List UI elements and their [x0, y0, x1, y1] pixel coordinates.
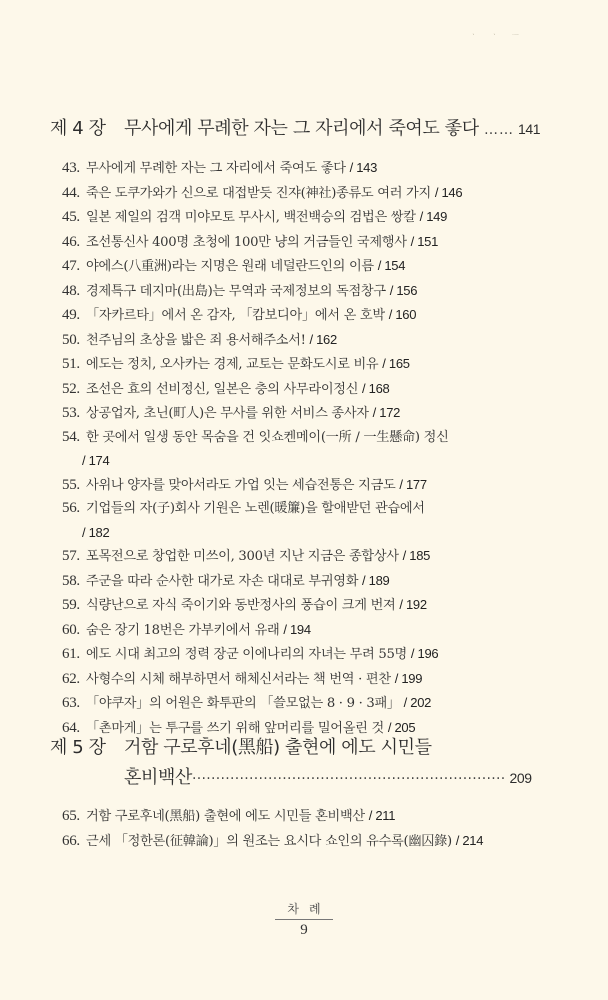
entry-page: 189 [368, 572, 390, 588]
toc-entry: 57. 포목전으로 창업한 미쓰이, 300년 지난 지금은 종합상사 / 185 [62, 544, 562, 569]
entry-number: 43. [62, 160, 80, 176]
entry-title: 야에스(八重洲)라는 지명은 원래 네덜란드인의 이름 [86, 259, 374, 274]
entry-number: 66. [62, 832, 80, 849]
entry-title: 사위나 양자를 맞아서라도 가업 잇는 세습전통은 지금도 [86, 477, 396, 493]
entry-number: 57. [62, 548, 80, 564]
entry-page: 196 [417, 646, 439, 661]
entry-number: 47. [62, 258, 80, 274]
dot-leader: ·································································· [191, 771, 506, 787]
entry-page: 202 [410, 695, 432, 710]
page-footer [0, 898, 608, 939]
entry-title: 사형수의 시체 해부하면서 해체신서라는 책 번역 · 편찬 [86, 671, 391, 687]
entry-title: 주군을 따라 순사한 대가로 자손 대대로 부귀영화 [86, 573, 359, 589]
entry-number: 63. [62, 695, 80, 711]
scan-artifact-marks: ㆍ ㆍ ᅳ [470, 31, 525, 39]
chapter-4-heading [50, 114, 540, 140]
entry-number: 61. [62, 646, 80, 662]
entry-number: 64. [62, 719, 80, 736]
entry-title: 한 곳에서 일생 동안 목숨을 건 잇쇼켄메이(一所 / 一生懸命) 정신 [86, 429, 449, 445]
entry-title: 근세 「정한론(征韓論)」의 원조는 요시다 쇼인의 유수록(幽囚錄) [86, 833, 452, 849]
chapter-title-line-1: 거함 구로후네(黑船) 출현에 에도 시민들 [124, 737, 432, 758]
entry-title: 일본 제일의 검객 미야모토 무사시, 백전백승의 검법은 쌍칼 [86, 210, 416, 225]
entry-title: 에도 시대 최고의 정력 장군 이에나리의 자녀는 무려 55명 [86, 647, 407, 662]
entry-title: 조선은 효의 선비정신, 일본은 충의 사무라이정신 [86, 381, 359, 397]
entry-page: 162 [316, 331, 337, 347]
entry-number: 48. [62, 282, 80, 299]
entry-number: 50. [62, 331, 80, 348]
running-footer-title: 차례 [275, 900, 332, 920]
entry-page: 146 [441, 184, 463, 200]
chapter-title-line-2: 혼비백산 [124, 767, 192, 788]
toc-entry: 66. 근세 「정한론(征韓論)」의 원조는 요시다 쇼인의 유수록(幽囚錄) / 214 [62, 829, 562, 854]
toc-entry: 62. 사형수의 시체 해부하면서 해체신서라는 책 번역 · 편찬 / 199 [62, 667, 562, 692]
entry-number: 49. [62, 307, 80, 323]
entry-page: 143 [356, 160, 378, 175]
entry-page: 174 [88, 453, 110, 468]
entry-number: 62. [62, 670, 80, 687]
toc-entry: 53. 상공업자, 초닌(町人)은 무사를 위한 서비스 종사자 / 172 [62, 401, 562, 426]
toc-entry: 56. 기업들의 자(子)회사 기원은 노렌(暖簾)을 할애받던 관습에서 / 182 [62, 497, 562, 544]
toc-entry: 61. 에도 시대 최고의 정력 장군 이에나리의 자녀는 무려 55명 / 196 [62, 642, 562, 667]
entry-page: 151 [417, 233, 439, 249]
entry-page: 165 [388, 356, 410, 371]
toc-entry: 65. 거함 구로후네(黑船) 출현에 에도 시민들 혼비백산 / 211 [62, 804, 562, 829]
chapter-5-heading [50, 733, 532, 789]
entry-number: 55. [62, 476, 80, 493]
entry-page: 211 [375, 808, 396, 823]
toc-entry: 60. 숨은 장기 18번은 가부키에서 유래 / 194 [62, 618, 562, 643]
toc-entry: 52. 조선은 효의 선비정신, 일본은 충의 사무라이정신 / 168 [62, 377, 562, 402]
chapter-5-entry-list [62, 804, 562, 853]
entry-page: 214 [462, 832, 484, 848]
chapter-label: 제 5 장 [50, 737, 106, 758]
entry-number: 65. [62, 808, 80, 824]
chapter-page-number: 209 [509, 770, 532, 786]
toc-entry: 49. 「자카르타」에서 온 감자, 「캄보디아」에서 온 호박 / 160 [62, 303, 562, 328]
toc-entry: 43. 무사에게 무례한 자는 그 자리에서 죽여도 좋다 / 143 [62, 156, 562, 181]
entry-title: 무사에게 무례한 자는 그 자리에서 죽여도 좋다 [86, 161, 346, 176]
entry-title: 천주님의 초상을 밟은 죄 용서해주소서! [86, 332, 306, 348]
entry-title: 거함 구로후네(黑船) 출현에 에도 시민들 혼비백산 [86, 809, 365, 824]
entry-number: 56. [62, 500, 80, 516]
chapter-label: 제 4 장 [50, 118, 106, 139]
entry-number: 53. [62, 405, 80, 421]
entry-number: 52. [62, 380, 80, 397]
entry-number: 44. [62, 184, 80, 201]
chapter-title: 무사에게 무례한 자는 그 자리에서 죽여도 좋다 [124, 118, 479, 139]
entry-title: 에도는 정치, 오사카는 경제, 교토는 문화도시로 비유 [86, 357, 379, 372]
entry-number: 59. [62, 597, 80, 613]
entry-page: 168 [368, 380, 390, 396]
entry-title: 「야쿠자」의 어원은 화투판의 「쓸모없는 8 · 9 · 3패」 [86, 696, 400, 711]
entry-title: 조선통신사 400명 초청에 100만 냥의 거금들인 국제행사 [86, 234, 407, 250]
toc-entry: 59. 식량난으로 자식 죽이기와 동반정사의 풍습이 크게 번져 / 192 [62, 593, 562, 618]
entry-number: 54. [62, 428, 80, 445]
entry-page: 182 [88, 524, 110, 540]
entry-title: 상공업자, 초닌(町人)은 무사를 위한 서비스 종사자 [86, 406, 369, 421]
toc-entry: 45. 일본 제일의 검객 미야모토 무사시, 백전백승의 검법은 쌍칼 / 149 [62, 205, 562, 230]
entry-number: 60. [62, 621, 80, 638]
entry-title: 식량난으로 자식 죽이기와 동반정사의 풍습이 크게 번져 [86, 598, 396, 613]
toc-entry: 54. 한 곳에서 일생 동안 목숨을 건 잇쇼켄메이(一所 / 一生懸命) 정신 / 174 [62, 426, 562, 473]
entry-page: 192 [405, 597, 427, 612]
entry-page: 177 [405, 476, 427, 492]
entry-number: 58. [62, 572, 80, 589]
entry-page: 149 [426, 209, 448, 224]
toc-entry: 63. 「야쿠자」의 어원은 화투판의 「쓸모없는 8 · 9 · 3패」 / 202 [62, 691, 562, 716]
chapter-4-entry-list [62, 156, 562, 740]
chapter-page-number: 141 [518, 121, 541, 137]
dot-leader: …… [484, 122, 515, 138]
entry-page: 199 [401, 670, 423, 686]
toc-entry: 55. 사위나 양자를 맞아서라도 가업 잇는 세습전통은 지금도 / 177 [62, 473, 562, 498]
entry-title: 숨은 장기 18번은 가부키에서 유래 [86, 622, 280, 638]
toc-entry: 47. 야에스(八重洲)라는 지명은 원래 네덜란드인의 이름 / 154 [62, 254, 562, 279]
entry-title: 죽은 도쿠가와가 신으로 대접받듯 진쟈(神社)종류도 여러 가지 [86, 185, 431, 201]
entry-title: 경제특구 데지마(出島)는 무역과 국제정보의 독점창구 [86, 283, 386, 299]
entry-page: 156 [396, 282, 418, 298]
entry-number: 45. [62, 209, 80, 225]
toc-entry: 50. 천주님의 초상을 밟은 죄 용서해주소서! / 162 [62, 328, 562, 353]
entry-number: 46. [62, 233, 80, 250]
entry-title: 「자카르타」에서 온 감자, 「캄보디아」에서 온 호박 [86, 308, 385, 323]
toc-entry: 51. 에도는 정치, 오사카는 경제, 교토는 문화도시로 비유 / 165 [62, 352, 562, 377]
toc-entry: 44. 죽은 도쿠가와가 신으로 대접받듯 진쟈(神社)종류도 여러 가지 / 146 [62, 181, 562, 206]
entry-title: 「촌마게」는 투구를 쓰기 위해 앞머리를 밀어올린 것 [86, 720, 384, 736]
entry-title: 포목전으로 창업한 미쓰이, 300년 지난 지금은 종합상사 [86, 549, 399, 564]
entry-page: 154 [384, 258, 406, 273]
entry-title: 기업들의 자(子)회사 기원은 노렌(暖簾)을 할애받던 관습에서 [86, 501, 425, 516]
toc-entry: 58. 주군을 따라 순사한 대가로 자손 대대로 부귀영화 / 189 [62, 569, 562, 594]
entry-page: 205 [394, 719, 416, 735]
toc-entry: 48. 경제특구 데지마(出島)는 무역과 국제정보의 독점창구 / 156 [62, 279, 562, 304]
entry-number: 51. [62, 356, 80, 372]
entry-page: 160 [395, 307, 417, 322]
page-number: 9 [300, 922, 308, 938]
toc-entry: 64. 「촌마게」는 투구를 쓰기 위해 앞머리를 밀어올린 것 / 205 [62, 716, 562, 741]
entry-page: 185 [409, 548, 431, 563]
entry-page: 172 [379, 405, 401, 420]
toc-entry: 46. 조선통신사 400명 초청에 100만 냥의 거금들인 국제행사 / 151 [62, 230, 562, 255]
entry-page: 194 [290, 621, 311, 637]
